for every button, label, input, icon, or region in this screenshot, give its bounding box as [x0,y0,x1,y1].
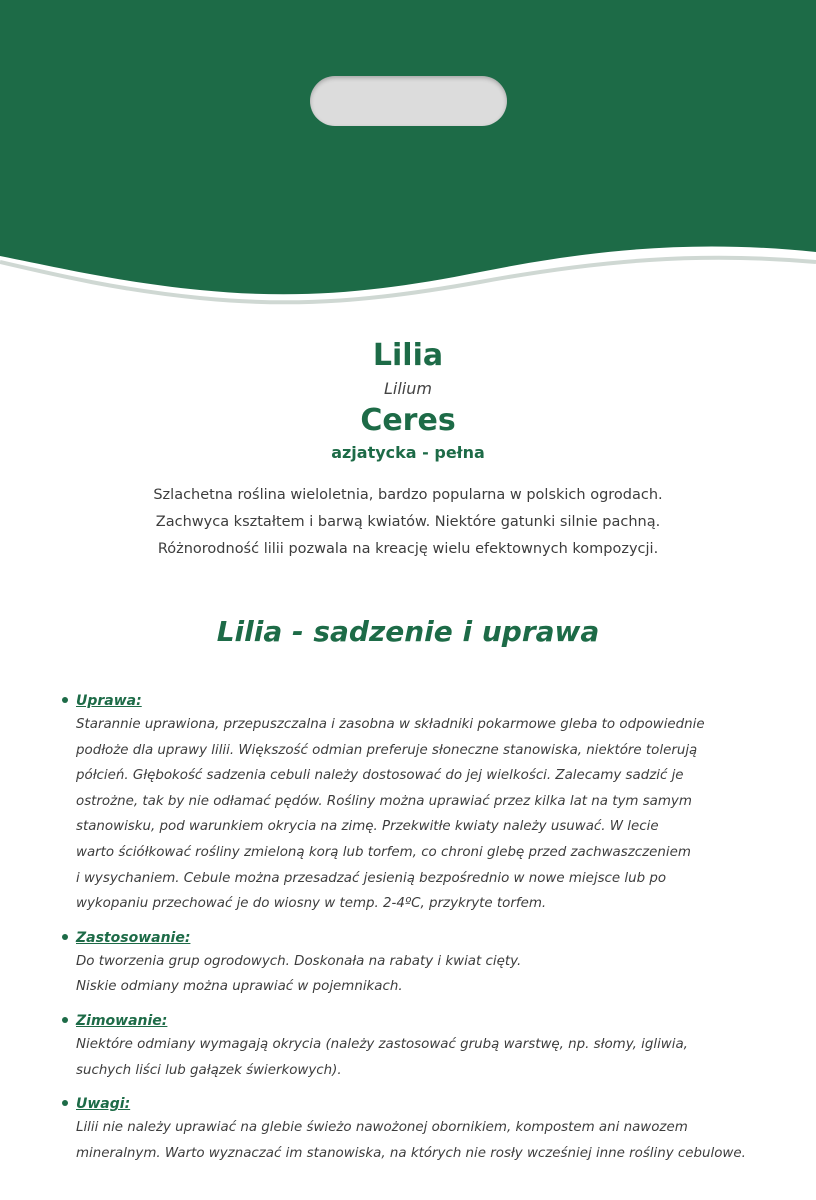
section-title: Uwagi: [76,1096,131,1113]
section-body [76,712,762,917]
section-uwagi [62,1093,762,1166]
body-line: podłoże dla uprawy lilii. Większość odmian preferuje słoneczne stanowiska, niektóre tolerują [76,742,698,758]
section-body [76,1115,762,1166]
product-titles [0,336,816,563]
green-header-band [0,0,816,320]
intro-line: Zachwyca kształtem i barwą kwiatów. Niektóre gatunki silnie pachną. [155,514,661,530]
section-zastosowanie [62,927,762,1000]
section-heading: Lilia - sadzenie i uprawa [216,615,600,648]
bullet-icon [62,697,68,703]
body-line: warto ściółkować rośliny zmieloną korą lub torfem, co chroni glebę przed zachwaszczeniem [76,844,691,860]
variety-type: azjatycka - pełna [331,443,485,462]
section-zimowanie [62,1010,762,1083]
body-line: Niskie odmiany można uprawiać w pojemnikach. [76,979,403,995]
body-line: suchych liści lub gałązek świerkowych). [76,1062,342,1078]
bullet-icon [62,1017,68,1023]
wave-header-graphic [0,0,816,320]
bullet-icon [62,1100,68,1106]
bullet-icon [62,934,68,940]
section-title: Zastosowanie: [76,929,191,946]
section-body [76,1032,762,1083]
body-line: Starannie uprawiona, przepuszczalna i zasobna w składniki pokarmowe gleba to odpowiednie [76,717,705,732]
care-sections [62,690,762,1176]
body-line: wykopaniu przechować je do wiosny w temp. 2-4ºC, przykryte torfem. [76,896,547,912]
body-line: ostrożne, tak by nie odłamać pędów. Rośliny można uprawiać przez kilka lat na tym samym [76,793,692,809]
body-line: półcień. Głębokość sadzenia cebuli należy dostosować do jej wielkości. Zalecamy sadzić je [76,768,684,784]
body-line: mineralnym. Warto wyznaczać im stanowiska, na których nie rosły wcześniej inne rośliny cebulowe. [76,1145,746,1161]
body-line: i wysychaniem. Cebule można przesadzać jesienią bezpośrednio w nowe miejsce lub po [76,870,667,886]
intro-text [0,482,816,563]
body-line: Niektóre odmiany wymagają okrycia (należy zastosować grubą warstwę, np. słomy, igliwia, [76,1036,688,1052]
section-title: Uprawa: [76,693,142,709]
body-line: Lilii nie należy uprawiać na glebie świeżo nawożonej obornikiem, kompostem ani nawozem [76,1120,688,1136]
body-line: Do tworzenia grup ogrodowych. Doskonała na rabaty i kwiat cięty. [76,953,522,969]
hanger-hole [310,76,507,126]
variety-name: Ceres [360,403,456,438]
intro-line: Różnorodność lilii pozwala na kreację wielu efektownych kompozycji. [157,541,659,557]
product-name: Lilia [372,338,444,373]
section-uprawa [62,690,762,917]
section-body [76,949,762,1000]
intro-line: Szlachetna roślina wieloletnia, bardzo popularna w polskich ogrodach. [153,487,663,503]
body-line: stanowisku, pod warunkiem okrycia na zimę. Przekwitłe kwiaty należy usuwać. W lecie [76,819,659,835]
section-title: Zimowanie: [76,1012,168,1029]
latin-name: Lilium [384,379,432,398]
